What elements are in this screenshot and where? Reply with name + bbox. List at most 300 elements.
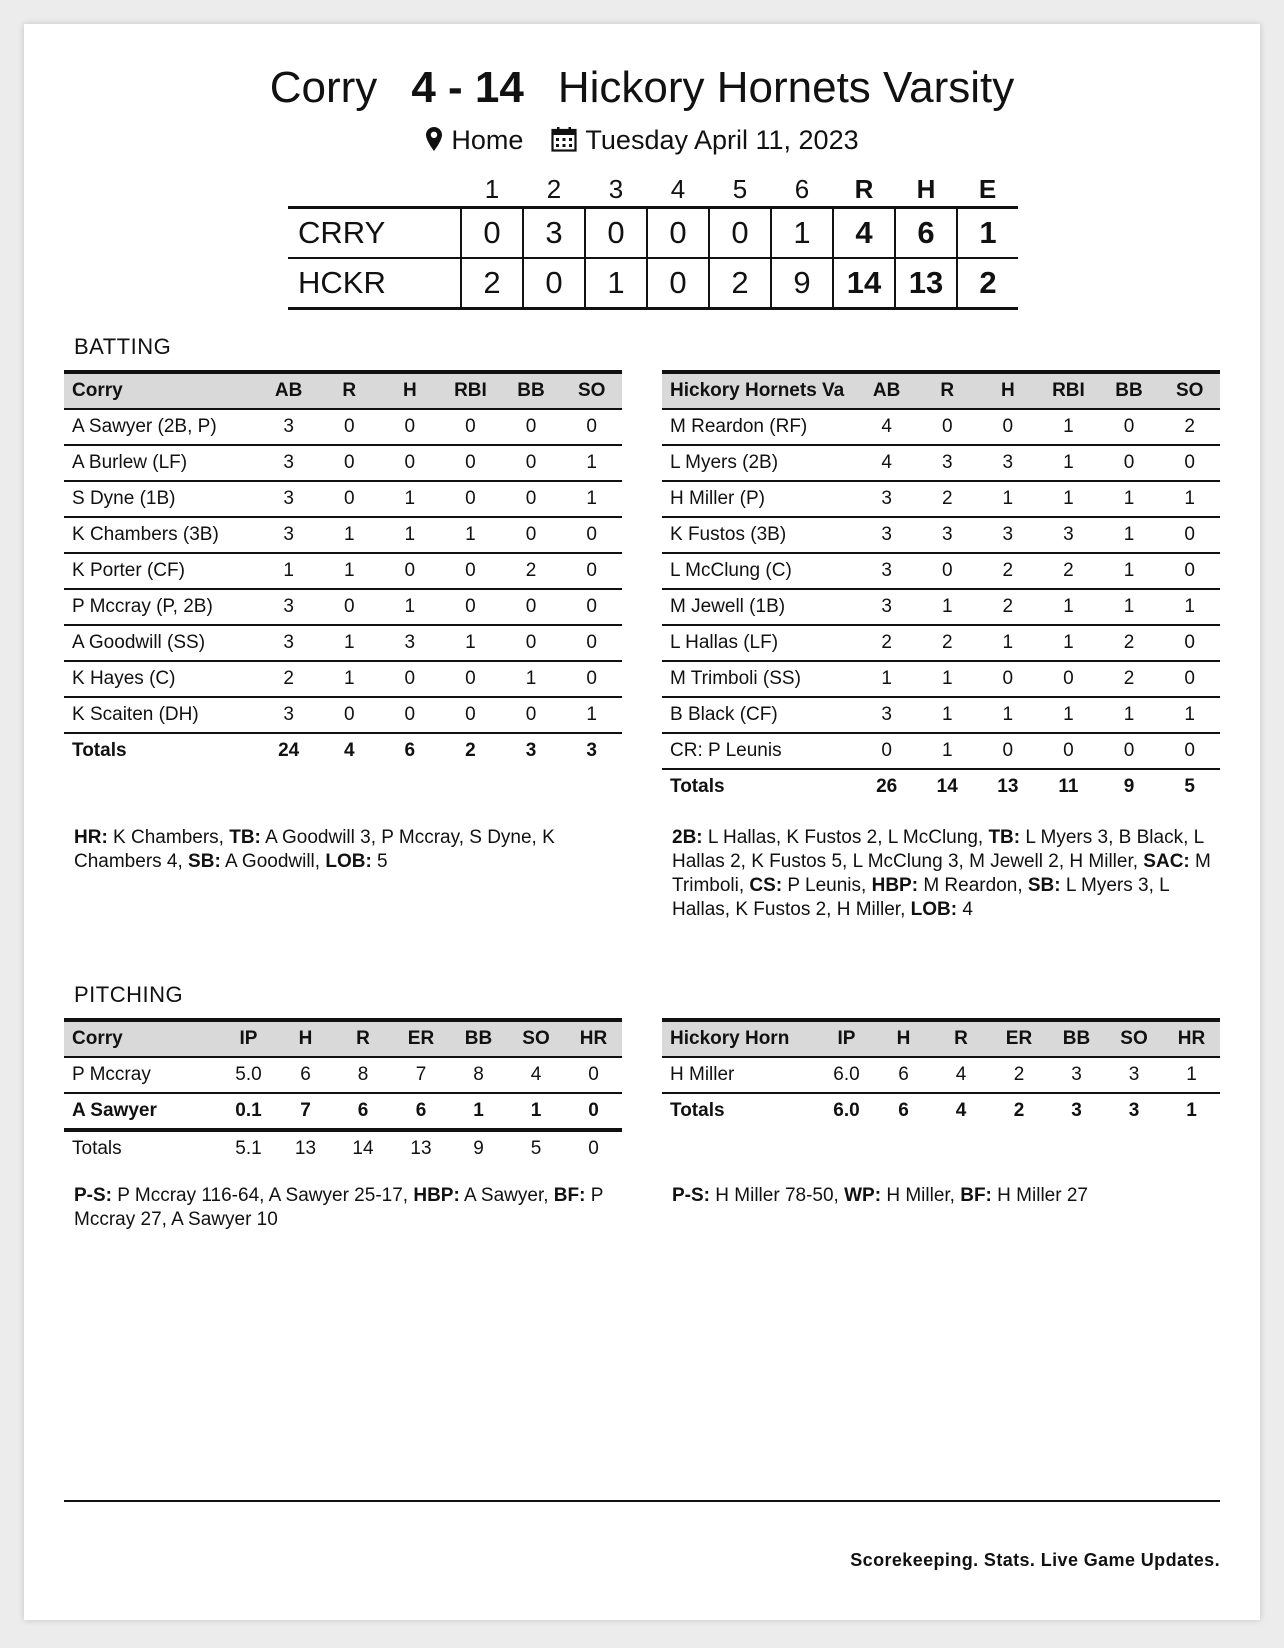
stat-column-header: BB <box>450 1020 507 1057</box>
total-value: 5 <box>1159 769 1220 804</box>
stat-column-header: ER <box>990 1020 1048 1057</box>
stat-value: 3 <box>258 445 319 481</box>
stat-value: 3 <box>258 409 319 445</box>
total-runs: 14 <box>833 258 895 309</box>
stat-value: 0 <box>561 409 622 445</box>
stat-value: 3 <box>258 481 319 517</box>
stat-value: 2 <box>1159 409 1220 445</box>
stat-value: 0 <box>561 661 622 697</box>
stat-value: 1 <box>1159 697 1220 733</box>
note-text: K Chambers, <box>107 827 230 848</box>
stat-value: 6 <box>334 1093 392 1130</box>
stat-column-header: SO <box>1105 1020 1163 1057</box>
note-text: A Goodwill, <box>220 851 326 872</box>
total-value: 5.1 <box>235 1138 262 1159</box>
note-label: HBP: <box>413 1185 460 1206</box>
stat-value: 1 <box>319 661 380 697</box>
game-details <box>0 120 1284 163</box>
stat-value: 1 <box>1038 481 1099 517</box>
stat-value: 0 <box>561 589 622 625</box>
player-name: CR: P Leunis <box>662 733 856 769</box>
stat-column-header: SO <box>1159 372 1220 409</box>
inning-score: 9 <box>771 258 833 309</box>
stat-value: 6 <box>875 1057 932 1093</box>
total-value: 2 <box>990 1093 1048 1128</box>
note-label: WP: <box>844 1185 882 1206</box>
stat-value: 1 <box>917 733 978 769</box>
stat-value: 1 <box>380 481 441 517</box>
stat-value: 0 <box>1038 733 1099 769</box>
line-score-header <box>288 172 1018 208</box>
stat-value: 3 <box>258 517 319 553</box>
team-column-header: Hickory Hornets Va <box>662 372 856 409</box>
player-row <box>64 517 622 553</box>
stat-column-header: RBI <box>440 372 501 409</box>
stat-value: 8 <box>334 1057 392 1093</box>
stat-value: 0 <box>440 697 501 733</box>
inning-score: 0 <box>647 208 709 259</box>
player-row <box>662 661 1220 697</box>
stat-value: 1 <box>507 1093 565 1130</box>
stat-column-header: SO <box>507 1020 565 1057</box>
stat-value: 1 <box>917 697 978 733</box>
stat-value: 0 <box>380 553 441 589</box>
stat-column-header: H <box>380 372 441 409</box>
stats-header-row <box>64 1020 622 1057</box>
total-hits: 6 <box>895 208 957 259</box>
stat-value: 4 <box>932 1057 990 1093</box>
total-runs: 4 <box>833 208 895 259</box>
stat-value: 3 <box>380 625 441 661</box>
stat-value: 0 <box>1159 625 1220 661</box>
note-label: HR: <box>74 827 108 848</box>
player-name: L Hallas (LF) <box>662 625 856 661</box>
stat-value: 0 <box>1159 517 1220 553</box>
note-label: 2B: <box>672 827 703 848</box>
stat-value: 1 <box>1038 697 1099 733</box>
stat-value: 1 <box>1099 589 1160 625</box>
line-score-row-home <box>288 258 1018 309</box>
stat-value: 0 <box>917 553 978 589</box>
stat-value: 3 <box>856 697 917 733</box>
stat-value: 0 <box>501 445 562 481</box>
stat-value: 0 <box>978 661 1039 697</box>
inning-score: 2 <box>461 258 523 309</box>
stat-value: 0 <box>1159 661 1220 697</box>
note-text: P Leunis, <box>782 875 872 896</box>
note-text: P Mccray 27, A Sawyer 10 <box>74 1185 604 1230</box>
stat-value: 0 <box>1159 553 1220 589</box>
note-label: BF: <box>960 1185 992 1206</box>
stat-value: 5.0 <box>220 1057 277 1093</box>
totals-label: Totals <box>64 733 258 768</box>
player-name: K Fustos (3B) <box>662 517 856 553</box>
stat-value: 1 <box>1099 553 1160 589</box>
note-text: A Goodwill 3, P Mccray, S Dyne, K Chambers 4, <box>74 827 555 872</box>
stat-column-header: BB <box>1048 1020 1105 1057</box>
total-value: 5 <box>530 1138 542 1159</box>
stat-value: 1 <box>978 625 1039 661</box>
total-value: 9 <box>473 1138 484 1159</box>
stat-value: 1 <box>1099 481 1160 517</box>
pitching-table-away <box>64 1018 622 1166</box>
inning-1-header: 1 <box>484 173 500 204</box>
total-value: 3 <box>501 733 562 768</box>
team-column-header: Corry <box>64 372 258 409</box>
stat-value: 0 <box>917 409 978 445</box>
home-team-name: Hickory Hornets Varsity <box>557 63 1015 112</box>
stat-value: 1 <box>1099 697 1160 733</box>
stat-value: 2 <box>1038 553 1099 589</box>
note-text: L Myers 3, L Hallas, K Fustos 2, H Miller, <box>672 875 1170 920</box>
pitching-section-title: PITCHING <box>74 982 184 1007</box>
total-value: 0 <box>588 1138 599 1159</box>
note-label: HBP: <box>871 875 919 896</box>
stat-column-header: HR <box>565 1020 622 1057</box>
stat-value: 0 <box>561 517 622 553</box>
stat-value: 3 <box>917 445 978 481</box>
stat-value: 0 <box>1038 661 1099 697</box>
footer-tagline: Scorekeeping. Stats. Live Game Updates. <box>850 1550 1220 1570</box>
total-errors: 1 <box>957 208 1018 259</box>
stat-value: 0 <box>501 409 562 445</box>
note-text: P Mccray 116-64, A Sawyer 25-17, <box>112 1185 414 1206</box>
player-row <box>662 589 1220 625</box>
stat-value: 0 <box>319 481 380 517</box>
player-row <box>662 481 1220 517</box>
away-team-name: Corry <box>269 63 378 112</box>
player-row <box>64 481 622 517</box>
stat-value: 0 <box>1099 733 1160 769</box>
stat-value: 1 <box>917 589 978 625</box>
note-text: 4 <box>957 899 973 920</box>
total-value: 4 <box>932 1093 990 1128</box>
player-row <box>64 1093 622 1130</box>
stat-value: 3 <box>856 589 917 625</box>
stat-value: 0 <box>565 1093 622 1130</box>
stat-value: 2 <box>978 553 1039 589</box>
team-abbr: CRRY <box>298 215 386 250</box>
stat-value: 0 <box>501 589 562 625</box>
total-value: 1 <box>1163 1093 1220 1128</box>
stat-value: 4 <box>856 409 917 445</box>
player-row <box>64 661 622 697</box>
stat-value: 3 <box>978 445 1039 481</box>
inning-score: 3 <box>523 208 585 259</box>
stats-header-row <box>64 372 622 409</box>
player-row <box>662 733 1220 769</box>
totals-label: Totals <box>72 1138 122 1159</box>
stat-value: 0 <box>440 553 501 589</box>
inning-5-header: 5 <box>732 173 748 204</box>
totals-row <box>64 1130 622 1166</box>
runs-header: R <box>854 173 874 204</box>
stat-value: 1 <box>1038 409 1099 445</box>
stat-column-header: R <box>319 372 380 409</box>
player-name: A Sawyer <box>64 1093 220 1130</box>
team-abbr: HCKR <box>298 265 386 300</box>
stat-value: 0 <box>440 445 501 481</box>
player-row <box>662 1057 1220 1093</box>
stat-value: 0.1 <box>220 1093 277 1130</box>
stat-value: 1 <box>319 517 380 553</box>
stat-value: 3 <box>856 553 917 589</box>
stat-value: 0 <box>565 1057 622 1093</box>
stat-value: 3 <box>1105 1057 1163 1093</box>
stat-value: 1 <box>450 1093 507 1130</box>
stat-value: 3 <box>917 517 978 553</box>
player-row <box>662 625 1220 661</box>
stat-column-header: H <box>978 372 1039 409</box>
pitching-table-home <box>662 1018 1220 1128</box>
stat-value: 4 <box>507 1057 565 1093</box>
game-date: Tuesday April 11, 2023 <box>585 125 859 155</box>
game-location: Home <box>451 125 524 155</box>
player-name: A Goodwill (SS) <box>64 625 258 661</box>
player-name: M Reardon (RF) <box>662 409 856 445</box>
batting-notes-home <box>672 826 1212 922</box>
stat-value: 0 <box>561 553 622 589</box>
note-text: L Myers 3, B Black, L Hallas 2, K Fustos 5, L McClung 3, M Jewell 2, H Miller, <box>672 827 1204 872</box>
stat-value: 3 <box>856 517 917 553</box>
stat-value: 0 <box>319 445 380 481</box>
stat-value: 1 <box>978 697 1039 733</box>
player-name: L McClung (C) <box>662 553 856 589</box>
total-value: 26 <box>856 769 917 804</box>
note-label: TB: <box>988 827 1021 848</box>
line-score-row-away <box>288 208 1018 259</box>
stat-value: 1 <box>380 517 441 553</box>
stat-value: 2 <box>917 481 978 517</box>
note-label: CS: <box>749 875 783 896</box>
stats-header-row <box>662 372 1220 409</box>
stat-value: 3 <box>258 625 319 661</box>
stat-value: 1 <box>1163 1057 1220 1093</box>
note-label: TB: <box>229 827 261 848</box>
stat-value: 0 <box>1099 409 1160 445</box>
total-value: 13 <box>978 769 1039 804</box>
stat-value: 0 <box>440 409 501 445</box>
inning-6-header: 6 <box>794 173 810 204</box>
total-value: 6.0 <box>818 1093 875 1128</box>
stat-value: 1 <box>978 481 1039 517</box>
stat-column-header: R <box>932 1020 990 1057</box>
stat-value: 2 <box>258 661 319 697</box>
stat-value: 0 <box>978 409 1039 445</box>
stat-value: 0 <box>501 697 562 733</box>
note-text: M Reardon, <box>918 875 1028 896</box>
team-column-header: Corry <box>64 1020 220 1057</box>
player-row <box>64 409 622 445</box>
stat-value: 0 <box>1159 733 1220 769</box>
stat-value: 0 <box>380 445 441 481</box>
stat-value: 1 <box>319 625 380 661</box>
stat-value: 6 <box>277 1057 334 1093</box>
stat-column-header: RBI <box>1038 372 1099 409</box>
stat-value: 0 <box>561 625 622 661</box>
stat-value: 2 <box>501 553 562 589</box>
stat-column-header: H <box>277 1020 334 1057</box>
total-value: 3 <box>1048 1093 1105 1128</box>
note-label: BF: <box>553 1185 586 1206</box>
player-row <box>662 697 1220 733</box>
player-row <box>64 697 622 733</box>
total-value: 14 <box>352 1138 374 1159</box>
player-name: H Miller (P) <box>662 481 856 517</box>
inning-score: 0 <box>461 208 523 259</box>
note-label: LOB: <box>910 899 958 920</box>
total-value: 3 <box>1105 1093 1163 1128</box>
stat-value: 0 <box>1099 445 1160 481</box>
inning-score: 0 <box>647 258 709 309</box>
player-row <box>64 445 622 481</box>
player-name: A Sawyer (2B, P) <box>64 409 258 445</box>
player-name: K Scaiten (DH) <box>64 697 258 733</box>
stat-value: 1 <box>1038 445 1099 481</box>
stat-value: 0 <box>440 589 501 625</box>
stat-value: 0 <box>501 481 562 517</box>
inning-3-header: 3 <box>608 173 624 204</box>
total-value: 13 <box>294 1138 317 1159</box>
player-name: H Miller <box>662 1057 818 1093</box>
pitching-notes-away <box>74 1184 614 1232</box>
stat-value: 0 <box>501 517 562 553</box>
stat-value: 0 <box>440 481 501 517</box>
stat-value: 0 <box>319 589 380 625</box>
total-value: 4 <box>319 733 380 768</box>
stat-value: 2 <box>1099 625 1160 661</box>
stat-value: 1 <box>1159 589 1220 625</box>
game-header <box>0 58 1284 163</box>
stat-value: 4 <box>856 445 917 481</box>
stat-value: 8 <box>450 1057 507 1093</box>
note-label: SB: <box>188 851 221 872</box>
total-value: 6 <box>380 733 441 768</box>
stat-value: 1 <box>561 445 622 481</box>
note-label: P-S: <box>672 1185 710 1206</box>
player-name: S Dyne (1B) <box>64 481 258 517</box>
stat-value: 0 <box>319 697 380 733</box>
stat-value: 1 <box>917 661 978 697</box>
inning-score: 1 <box>585 258 647 309</box>
inning-score: 1 <box>771 208 833 259</box>
stat-value: 6.0 <box>818 1057 875 1093</box>
player-name: M Trimboli (SS) <box>662 661 856 697</box>
stat-value: 1 <box>258 553 319 589</box>
player-row <box>662 409 1220 445</box>
stat-value: 3 <box>1038 517 1099 553</box>
player-row <box>662 517 1220 553</box>
stat-value: 1 <box>856 661 917 697</box>
player-row <box>64 589 622 625</box>
hits-header: H <box>916 173 936 204</box>
stat-value: 0 <box>978 733 1039 769</box>
total-value: 6 <box>875 1093 932 1128</box>
note-text: L Hallas, K Fustos 2, L McClung, <box>702 827 989 848</box>
stat-value: 0 <box>380 697 441 733</box>
player-row <box>64 553 622 589</box>
stat-value: 0 <box>380 409 441 445</box>
stat-value: 0 <box>856 733 917 769</box>
total-value: 24 <box>258 733 319 768</box>
total-value: 2 <box>440 733 501 768</box>
stat-value: 1 <box>1038 625 1099 661</box>
calendar-icon <box>551 123 577 163</box>
stat-column-header: HR <box>1163 1020 1220 1057</box>
totals-label: Totals <box>662 1093 818 1128</box>
stat-value: 1 <box>501 661 562 697</box>
total-value: 13 <box>410 1138 432 1159</box>
player-row <box>662 553 1220 589</box>
stat-value: 0 <box>1159 445 1220 481</box>
stat-column-header: AB <box>856 372 917 409</box>
game-title <box>0 58 1284 118</box>
stat-value: 1 <box>440 625 501 661</box>
stat-value: 0 <box>380 661 441 697</box>
note-text: H Miller 27 <box>991 1185 1088 1206</box>
stat-value: 1 <box>1099 517 1160 553</box>
stat-value: 3 <box>856 481 917 517</box>
stat-value: 1 <box>561 697 622 733</box>
stat-value: 2 <box>978 589 1039 625</box>
stat-value: 1 <box>380 589 441 625</box>
final-score: 4 - 14 <box>411 63 524 112</box>
stat-column-header: IP <box>818 1020 875 1057</box>
note-label: SAC: <box>1143 851 1190 872</box>
player-name: K Hayes (C) <box>64 661 258 697</box>
player-name: M Jewell (1B) <box>662 589 856 625</box>
total-value: 14 <box>917 769 978 804</box>
stats-header-row <box>662 1020 1220 1057</box>
player-name: A Burlew (LF) <box>64 445 258 481</box>
player-row <box>64 625 622 661</box>
stat-value: 0 <box>501 625 562 661</box>
total-value: 9 <box>1099 769 1160 804</box>
stat-column-header: ER <box>392 1020 450 1057</box>
inning-score: 0 <box>523 258 585 309</box>
map-pin-icon <box>425 123 443 163</box>
inning-4-header: 4 <box>670 173 686 204</box>
stat-column-header: H <box>875 1020 932 1057</box>
team-column-header: Hickory Horn <box>662 1020 818 1057</box>
note-text: A Sawyer, <box>459 1185 554 1206</box>
stat-value: 2 <box>1099 661 1160 697</box>
batting-table-home <box>662 370 1220 804</box>
note-text: H Miller, <box>881 1185 961 1206</box>
line-score-table <box>288 172 1018 310</box>
stat-value: 0 <box>440 661 501 697</box>
totals-row <box>662 769 1220 804</box>
stat-value: 1 <box>561 481 622 517</box>
stat-value: 2 <box>917 625 978 661</box>
stat-value: 7 <box>277 1093 334 1130</box>
player-row <box>662 445 1220 481</box>
stat-value: 7 <box>392 1057 450 1093</box>
inning-score: 0 <box>585 208 647 259</box>
totals-label: Totals <box>662 769 856 804</box>
stat-column-header: R <box>334 1020 392 1057</box>
inning-2-header: 2 <box>546 173 562 204</box>
stat-value: 0 <box>319 409 380 445</box>
stat-column-header: SO <box>561 372 622 409</box>
player-name: P Mccray <box>64 1057 220 1093</box>
stat-column-header: BB <box>1099 372 1160 409</box>
stat-value: 3 <box>1048 1057 1105 1093</box>
stat-value: 2 <box>990 1057 1048 1093</box>
total-hits: 13 <box>895 258 957 309</box>
note-text: M Trimboli, <box>672 851 1211 896</box>
totals-row <box>662 1093 1220 1128</box>
